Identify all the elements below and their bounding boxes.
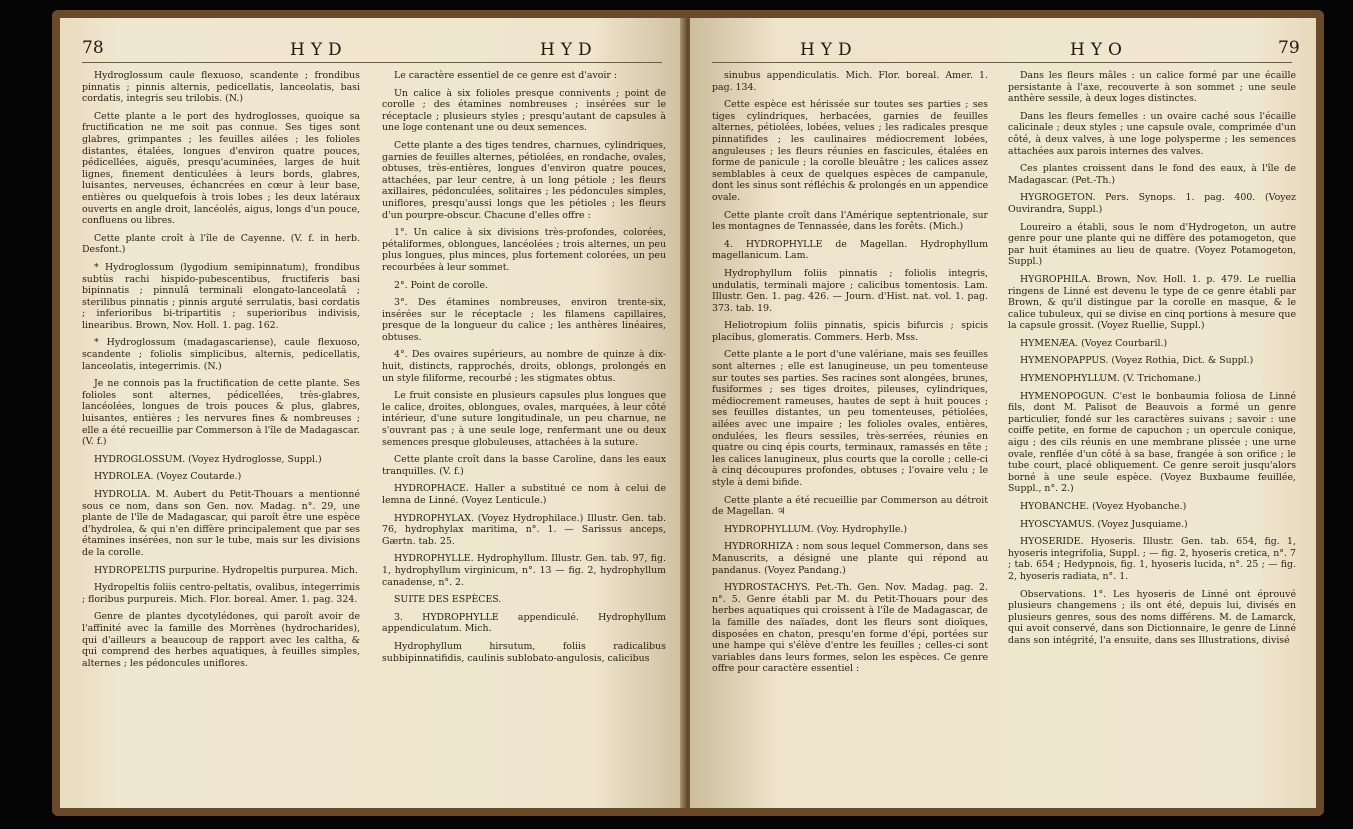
paragraph: * Hydroglossum (madagascariense), caule flexuoso, scandente ; foliolis simplicibus, alternis, pedicellatis, lanceolatis, integerrimis. (N.) xyxy=(82,337,360,372)
paragraph: Cette espèce est hérissée sur toutes ses parties ; ses tiges cylindriques, herbacées, garnies de feuilles alternes, pétiolées, lobées, velues ; les radicales presque pinnatifides ; les caulinaires médiocrement lobées, anguleuses ; les fleurs réunies en fascicules, étalées en forme de panicule ; la corolle bleuâtre ; les calices assez semblables à ceux de quelques espèces de campanule, dont les sinus sont réfléchis & prolongés en un appendice ovale. xyxy=(712,99,988,203)
paragraph: HYOBANCHE. (Voyez Hyobanche.) xyxy=(1020,501,1187,512)
paragraph: HYOSERIDE. Hyoseris. Illustr. Gen. tab. 654, fig. 1, hyoseris integrifolia, Suppl. ; — fig. 2, hyoseris cretica, n°. 7 ; tab. 654 ; Hedypnois, fig. 1, hyoseris lucida, n°. 25 ; — fig. 2, hyoseris radiata, n°. 1. xyxy=(1008,536,1296,582)
left-column-1 xyxy=(82,70,360,675)
running-head: HYD xyxy=(540,40,598,60)
right-page xyxy=(690,18,1316,808)
paragraph: HYDROSTACHYS. Pet.-Th. Gen. Nov. Madag. pag. 2. n°. 5. Genre établi par M. du Petit-Thouars pour des herbes aquatiques qui croissent à l'île de Madagascar, de la famille des naïades, dont les fleurs sont dioïques, disposées en chaton, presqu'en forme d'épi, portées sur une hampe qui s'élève d'entre les feuilles ; celles-ci sont variables dans leurs formes, selon les espèces. Ce genre offre pour caractère essentiel : xyxy=(712,582,988,675)
running-head: HYO xyxy=(1070,40,1128,60)
paragraph: 1°. Un calice à six divisions très-profondes, colorées, pétaliformes, oblongues, lancéolées ; trois alternes, un peu plus longues, plus minces, plus fortement colorées, un peu recourbées à leur sommet. xyxy=(382,227,666,273)
paragraph: HYMENOPAPPUS. (Voyez Rothia, Dict. & Suppl.) xyxy=(1020,355,1254,367)
paragraph: Cette plante a des tiges tendres, charnues, cylindriques, garnies de feuilles alternes, pétiolées, en rondache, ovales, obtuses, très-entières, longues d'environ quatre pouces, attachées, par leur centre, à un long pétiole ; les fleurs axillaires, pédonculées, solitaires ; les pédoncules simples, uniflores, presqu'aussi longs que les pétioles ; les fleurs d'un pourpre-obscur. Chacune d'elles offre : xyxy=(382,139,666,221)
left-column-2 xyxy=(382,70,666,670)
paragraph: Hydrophyllum hirsutum, foliis radicalibus subbipinnatifidis, caulinis sublobato-angulosis, calicibus xyxy=(382,640,666,664)
right-column-1 xyxy=(712,70,988,681)
paragraph: HYDROPHYLAX. (Voyez Hydrophilace.) Illustr. Gen. tab. 76, hydrophylax maritima, n°. 1. — Sarissus anceps, Gærtn. tab. 25. xyxy=(382,512,666,547)
paragraph: Dans les fleurs mâles : un calice formé par une écaille persistante à l'axe, recouverte à son sommet ; une seule anthère sessile, à deux loges distinctes. xyxy=(1008,70,1296,105)
paragraph: Je ne connois pas la fructification de cette plante. Ses folioles sont alternes, pédicellées, très-glabres, lancéolées, longues de trois pouces & plus, glabres, luisantes, entières ; les nervures fines & nombreuses ; elle a été recueillie par Commerson à l'île de Madagascar. (V. f.) xyxy=(82,378,360,448)
paragraph: 3°. Des étamines nombreuses, environ trente-six, insérées sur le réceptacle ; les filamens capillaires, presque de la longueur du calice ; les anthères linéaires, obtuses. xyxy=(382,297,666,343)
paragraph: Genre de plantes dycotylédones, qui paroît avoir de l'affinité avec la famille des Morrènes (hydrocharides), qui d'ailleurs a beaucoup de rapport avec les caltha, & qui comprend des herbes aquatiques, à feuilles simples, alternes ; les pédoncules uniflores. xyxy=(82,611,360,669)
paragraph: Cette plante croît dans l'Amérique septentrionale, sur les montagnes de Tennassée, dans les forêts. (Mich.) xyxy=(712,209,988,233)
running-head: HYD xyxy=(800,40,858,60)
paragraph: HYDROPHYLLE. Hydrophyllum. Illustr. Gen. tab. 97, fig. 1, hydrophyllum virginicum, n°. 13 — fig. 2, hydrophyllum canadense, n°. 2. xyxy=(382,553,666,588)
paragraph: HYOSCYAMUS. (Voyez Jusquiame.) xyxy=(1020,518,1188,530)
paragraph: Un calice à six folioles presque connivents ; point de corolle ; des étamines nombreuses ; insérées sur le réceptacle ; plusieurs styles ; presqu'autant de capsules à une loge contenant une ou deux semences. xyxy=(382,87,666,134)
paragraph: Le fruit consiste en plusieurs capsules plus longues que le calice, droites, oblongues, ovales, marquées, à leur côté intérieur, d'une suture longitudinale, un peu charnue, ne s'ouvrant pas ; à une seule loge, renfermant une ou deux semences presque globuleuses, attachées à la suture. xyxy=(382,390,666,448)
running-head: HYD xyxy=(290,40,348,60)
paragraph: HYDROLIA. M. Aubert du Petit-Thouars a mentionné sous ce nom, dans son Gen. nov. Madag. n°. 29, une plante de l'île de Madagascar, qui paroît être une espèce d'hydrolea, & qui n'en diffère principalement que par ses étamines insérées, non sur le tube, mais sur les divisions de la corolle. xyxy=(82,489,360,558)
paragraph: HYMENOPHYLLUM. (V. Trichomane.) xyxy=(1020,373,1201,385)
paragraph: Observations. 1°. Les hyoseris de Linné ont éprouvé plusieurs changemens ; ils ont été, depuis lui, divisés en plusieurs genres, sous des noms différens. M. de Lamarck, qui avoit conservé, dans son Dictionnaire, le genre de Linné dans son intégrité, l'a ensuite, dans ses Illustrations, divisé xyxy=(1008,588,1296,646)
paragraph: Cette plante a le port d'une valériane, mais ses feuilles sont alternes ; elle est lanugineuse, un peu tomenteuse sur toutes ses parties. Ses racines sont alongées, brunes, fusiformes ; ses tiges droites, pileuses, cylindriques, médiocrement rameuses, hautes de sept à huit pouces ; ses feuilles distantes, un peu tomenteuses, pétiolées, ailées avec une impaire ; les folioles ovales, entières, ondulées, les fleurs sessiles, très-serrées, réunies en quatre ou cinq épis courts, terminaux, ramassés en tête ; les calices lanugineux, plus courts que la corolle ; celle-ci à cinq découpures profondes, obtuses ; l'ovaire velu ; le style à demi bifide. xyxy=(712,349,988,488)
paragraph: HYDROPHACE. Haller a substitué ce nom à celui de lemna de Linné. (Voyez Lenticule.) xyxy=(382,483,666,506)
header-rule xyxy=(82,62,662,63)
paragraph: Ces plantes croissent dans le fond des eaux, à l'île de Madagascar. (Pet.-Th.) xyxy=(1008,163,1296,186)
paragraph: HYGROPHILA. Brown, Nov. Holl. 1. p. 479. Le ruellia ringens de Linné est devenu le type de ce genre établi par Brown, & qu'il distingue par la corolle en masque, & le calice tubuleux, qui se divise en cinq portions à mesure que la capsule grossit. (Voyez Ruellie, Suppl.) xyxy=(1008,273,1296,332)
paragraph: HYMENÆA. (Voyez Courbaril.) xyxy=(1020,337,1168,349)
paragraph: SUITE DES ESPÈCES. xyxy=(394,594,502,606)
paragraph: 2°. Point de corolle. xyxy=(394,279,489,291)
paragraph: Hydroglossum caule flexuoso, scandente ; frondibus pinnatis ; pinnis alternis, pedicellatis, lanceolatis, basi cordatis, integris seu trilobis. (N.) xyxy=(82,70,360,105)
paragraph: HYDROGLOSSUM. (Voyez Hydroglosse, Suppl.) xyxy=(94,453,322,465)
paragraph: sinubus appendiculatis. Mich. Flor. boreal. Amer. 1. pag. 134. xyxy=(712,70,988,93)
paragraph: 4°. Des ovaires supérieurs, au nombre de quinze à dix-huit, distincts, rapprochés, droits, oblongs, prolongés en un style filiforme, recourbé ; les stigmates obtus. xyxy=(382,349,666,384)
paragraph: Le caractère essentiel de ce genre est d'avoir : xyxy=(394,70,618,81)
paragraph: Cette plante a le port des hydroglosses, quoique sa fructification ne me soit pas connue. Ses tiges sont glabres, grimpantes ; les feuilles ailées ; les folioles distantes, étalées, longues d'environ quatre pouces, pédicellées, aiguës, presqu'acuminées, larges de huit lignes, finement denticulées à leurs bords, glabres, luisantes, nerveuses, échancrées en cœur à leur base, entières ou quelquefois à trois lobes ; les deux latéraux ouverts en angle droit, lancéolés, aigus, longs d'un pouce, confluens ou libres. xyxy=(82,110,360,227)
paragraph: 3. HYDROPHYLLE appendiculé. Hydrophyllum appendiculatum. Mich. xyxy=(382,611,666,635)
paragraph: HYDRORHIZA : nom sous lequel Commerson, dans ses Manuscrits, a désigné une plante qui répond au pandanus. (Voyez Pandang.) xyxy=(712,541,988,576)
page-number: 79 xyxy=(1278,38,1300,58)
paragraph: HYGROGETON. Pers. Synops. 1. pag. 400. (Voyez Ouvirandra, Suppl.) xyxy=(1008,192,1296,215)
page-number: 78 xyxy=(82,38,104,58)
paragraph: HYDROPELTIS purpurine. Hydropeltis purpurea. Mich. xyxy=(94,564,358,576)
open-book xyxy=(52,10,1324,816)
right-column-2 xyxy=(1008,70,1296,653)
paragraph: Dans les fleurs femelles : un ovaire caché sous l'écaille calicinale ; deux styles ; une capsule ovale, comprimée d'un côté, à deux valves, à une loge polysperme ; les semences attachées aux parois internes des valves. xyxy=(1008,110,1296,157)
paragraph: Hydropeltis foliis centro-peltatis, ovalibus, integerrimis ; floribus purpureis. Mich. Flor. boreal. Amer. 1. pag. 324. xyxy=(82,582,360,605)
paragraph: 4. HYDROPHYLLE de Magellan. Hydrophyllum magellanicum. Lam. xyxy=(712,238,988,262)
header-rule xyxy=(712,62,1292,63)
paragraph: Cette plante croît à l'île de Cayenne. (V. f. in herb. Desfont.) xyxy=(82,232,360,256)
left-page xyxy=(60,18,686,808)
paragraph: HYDROPHYLLUM. (Voy. Hydrophylle.) xyxy=(724,523,908,535)
paragraph: HYDROLEA. (Voyez Coutarde.) xyxy=(94,471,242,483)
paragraph: Loureiro a établi, sous le nom d'Hydrogeton, un autre genre pour une plante qui ne diffère des potamogeton, que par huit étamines au lieu de quatre. (Voyez Potamogeton, Suppl.) xyxy=(1008,221,1296,268)
paragraph: Cette plante a été recueillie par Commerson au détroit de Magellan. ♃ xyxy=(712,494,988,518)
paragraph: Cette plante croît dans la basse Caroline, dans les eaux tranquilles. (V. f.) xyxy=(382,454,666,477)
paragraph: * Hydroglossum (lygodium semipinnatum), frondibus subtùs rachi hispido-pubescentibus, fructiferis basi bipinnatis ; pinnulâ terminali elongato-lanceolatâ ; sterilibus pinnatis ; pinnis arguté serrulatis, basi cordatis ; inferioribus bi-tripartitis ; superioribus indivisis, linearibus. Brown, Nov. Holl. 1. pag. 162. xyxy=(82,261,360,331)
paragraph: Hydrophyllum foliis pinnatis ; foliolis integris, undulatis, terminali majore ; calicibus tomentosis. Lam. Illustr. Gen. 1. pag. 426. — Journ. d'Hist. nat. vol. 1. pag. 373. tab. 19. xyxy=(712,267,988,314)
paragraph: Heliotropium foliis pinnatis, spicis bifurcis ; spicis placibus, glomeratis. Commers. Herb. Mss. xyxy=(712,320,988,343)
paragraph: HYMENOPOGUN. C'est le bonbaumia foliosa de Linné fils, dont M. Palisot de Beauvois a formé un genre particulier, fondé sur les caractères suivans ; savoir : une coiffe petite, en forme de capuchon ; un opercule conique, aigu ; des cils réunis en une membrane plissée ; une urne ovale, renflée d'un côté à sa base, frangée à son orifice ; le tube court, placé obliquement. Ce genre seroit jusqu'alors borné à une seule espèce. (Voyez Buxbaume feuillée, Suppl., n°. 2.) xyxy=(1008,390,1296,495)
